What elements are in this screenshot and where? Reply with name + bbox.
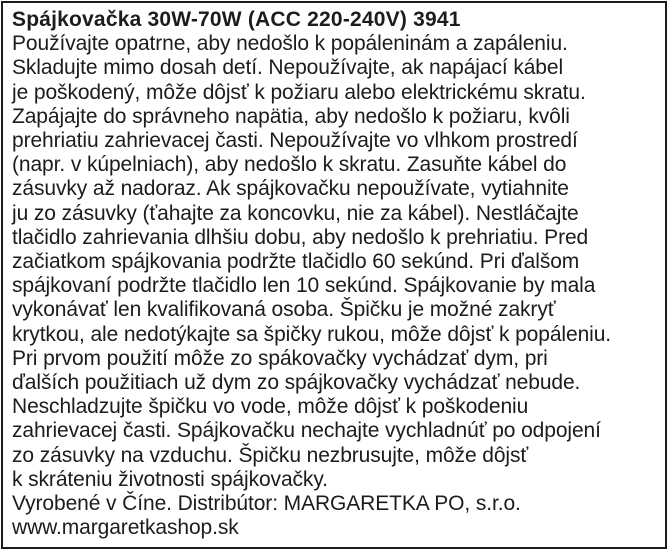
body-line: spájkovaní podržte tlačidlo len 10 sekúnd. Spájkovanie by mala bbox=[12, 274, 596, 298]
body-line: Neschladzujte špičku vo vode, môže dôjsť k poškodeniu bbox=[12, 395, 529, 419]
body-line: Zapájajte do správneho napätia, aby nedošlo k požiaru, kvôli bbox=[12, 104, 570, 128]
body-line: je poškodený, môže dôjsť k požiaru alebo elektrickému skratu. bbox=[12, 80, 586, 104]
body-line: prehriatiu zahrievacej časti. Nepoužívajte vo vlhkom prostredí bbox=[12, 129, 578, 153]
body-line: Používajte opatrne, aby nedošlo k popáleninám a zapáleniu. bbox=[12, 32, 568, 56]
body-line: tlačidlo zahrievania dlhšiu dobu, aby nedošlo k prehriatiu. Pred bbox=[12, 225, 589, 249]
body-line: ju zo zásuvky (ťahajte za koncovku, nie za kábel). Nestláčajte bbox=[12, 201, 579, 225]
body-line: zo zásuvky na vzduchu. Špičku nezbrusujte, môže dôjsť bbox=[12, 443, 529, 467]
body-line: ďalších použitiach už dym zo spájkovačky vychádzať nebude. bbox=[12, 371, 581, 395]
product-title: Spájkovačka 30W-70W (ACC 220-240V) 3941 bbox=[12, 8, 461, 31]
website-text: www.margaretkashop.sk bbox=[12, 516, 239, 540]
body-line: vykonávať len kvalifikovaná osoba. Špičku je možné zakryť bbox=[12, 298, 556, 322]
body-line: Skladujte mimo dosah detí. Nepoužívajte, ak napájací kábel bbox=[12, 56, 564, 80]
distributor-line: Vyrobené v Číne. Distribútor: MARGARETKA PO, s.r.o. bbox=[12, 492, 521, 516]
product-instruction-label bbox=[1, 1, 667, 549]
body-line: k skráteniu životnosti spájkovačky. bbox=[12, 467, 328, 491]
body-line: zahrievacej časti. Spájkovačku nechajte vychladnúť po odpojení bbox=[12, 419, 601, 443]
body-line: krytkou, ale nedotýkajte sa špičky rukou, môže dôjsť k popáleniu. bbox=[12, 322, 612, 346]
body-line: (napr. v kúpelniach), aby nedošlo k skratu. Zasuňte kábel do bbox=[12, 153, 567, 177]
body-line: začiatkom spájkovania podržte tlačidlo 60 sekúnd. Pri ďalšom bbox=[12, 250, 580, 274]
body-line: Pri prvom použití môže zo spákovačky vychádzať dym, pri bbox=[12, 346, 548, 370]
body-line: zásuvky až nadoraz. Ak spájkovačku nepoužívate, vytiahnite bbox=[12, 177, 569, 201]
